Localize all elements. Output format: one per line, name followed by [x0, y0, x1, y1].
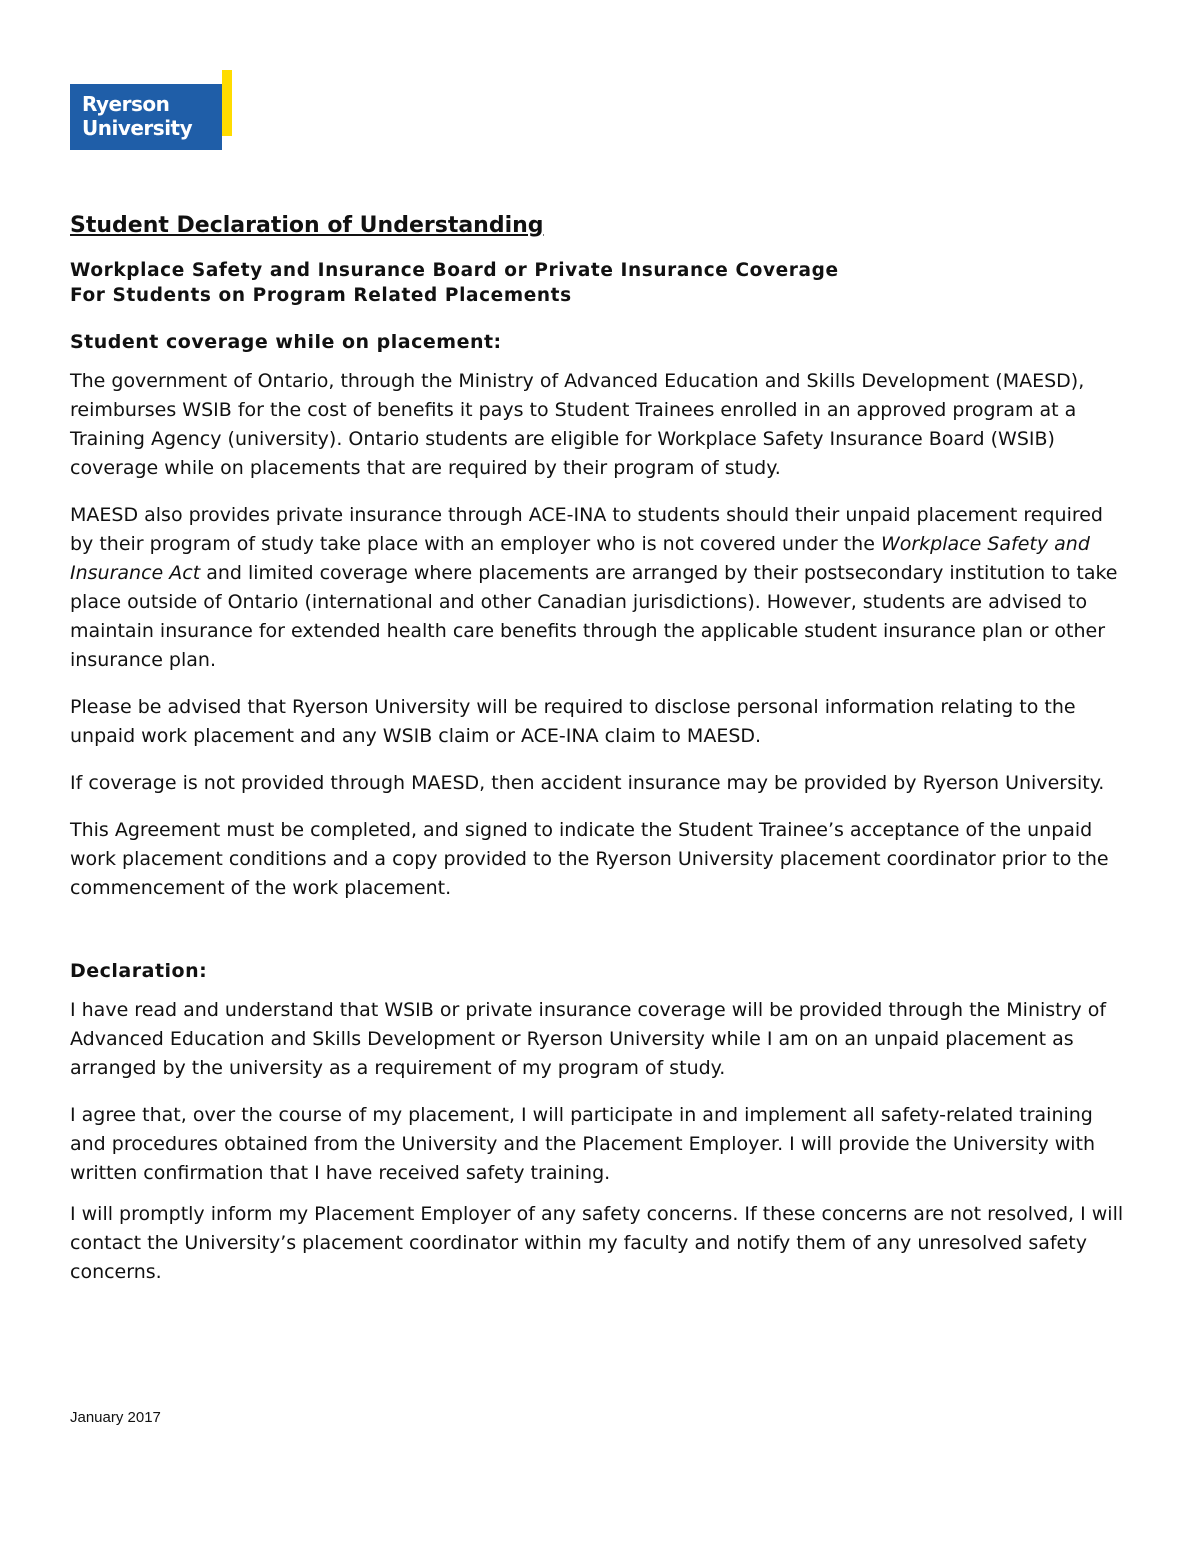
coverage-heading: Student coverage while on placement:	[70, 331, 502, 353]
coverage-paragraph-3: Please be advised that Ryerson University will be required to disclose personal information relating to the unpaid work placement and any WSIB claim or ACE-INA claim to MAESD.	[70, 696, 1076, 747]
declaration-paragraph-2: I agree that, over the course of my placement, I will participate in and implement all safety-related training and procedures obtained from the University and the Placement Employer. I will provide the University with written confirmation that I have received safety training.	[70, 1104, 1096, 1184]
coverage-p2-after: and limited coverage where placements are arranged by their postsecondary institution to take place outside of Ontario (international and other Canadian jurisdictions). However, students are advised to maintain insurance for extended health care benefits through the applicable student insurance plan or other insurance plan.	[70, 562, 1118, 671]
subtitle-line-1: Workplace Safety and Insurance Board or Private Insurance Coverage	[70, 260, 839, 281]
logo-line-1: Ryerson	[82, 92, 170, 116]
coverage-paragraph-5: This Agreement must be completed, and signed to indicate the Student Trainee’s acceptance of the unpaid work placement conditions and a copy provided to the Ryerson University placement coordinator prior to the commencement of the work placement.	[70, 819, 1109, 899]
declaration-paragraph-3: I will promptly inform my Placement Employer of any safety concerns. If these concerns are not resolved, I will contact the University’s placement coordinator within my faculty and notify them of any unresolved safety concerns.	[70, 1203, 1124, 1283]
act-name: Workplace Safety and Insurance Act	[70, 533, 1090, 584]
ryerson-logo	[70, 70, 232, 150]
coverage-paragraph-1: The government of Ontario, through the Ministry of Advanced Education and Skills Development (MAESD), reimburses WSIB for the cost of benefits it pays to Student Trainees enrolled in an approved program at a Training Agency (university). Ontario students are eligible for Workplace Safety Insurance Board (WSIB) coverage while on placements that are required by their program of study.	[70, 370, 1085, 479]
logo-line-2: University	[82, 116, 193, 140]
footer-date: January 2017	[70, 1409, 161, 1426]
page-title: Student Declaration of Understanding	[70, 213, 544, 238]
subtitle-line-2: For Students on Program Related Placements	[70, 285, 572, 306]
subtitle	[70, 258, 1130, 308]
document-body	[70, 208, 1130, 1305]
coverage-paragraph-2	[70, 501, 1130, 675]
coverage-p2-before: MAESD also provides private insurance through ACE-INA to students should their unpaid placement required by their program of study take place with an employer who is not covered under the	[70, 504, 1103, 555]
declaration-heading: Declaration:	[70, 960, 208, 982]
declaration-paragraph-1: I have read and understand that WSIB or private insurance coverage will be provided through the Ministry of Advanced Education and Skills Development or Ryerson University while I am on an unpaid placement as arranged by the university as a requirement of my program of study.	[70, 999, 1107, 1079]
coverage-paragraph-4: If coverage is not provided through MAESD, then accident insurance may be provided by Ryerson University.	[70, 772, 1105, 794]
logo-yellow-bar	[222, 70, 232, 136]
